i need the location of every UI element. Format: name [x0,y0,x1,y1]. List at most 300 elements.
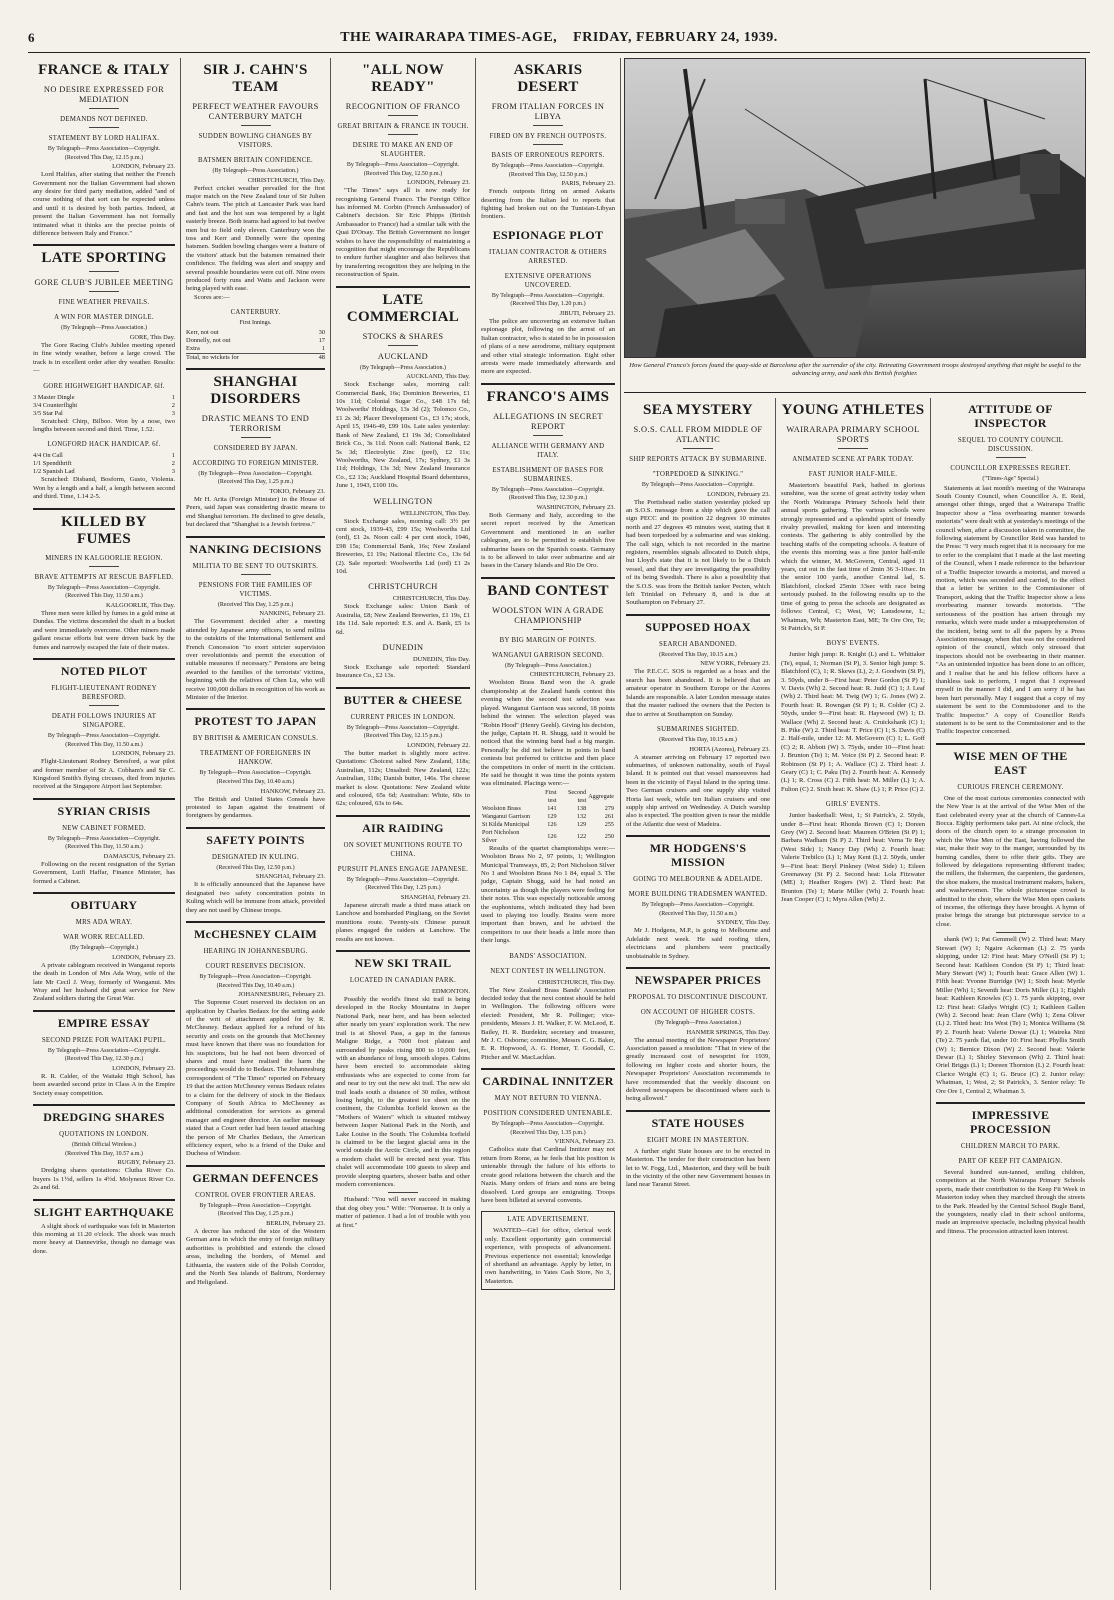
credit-line: By Telegraph—Press Association—Copyright. [346,876,460,883]
race-result: 4/4 On Call 1 [33,452,175,460]
headline: NANKING DECISIONS [189,541,322,556]
article-body: Mr H. Arita (Foreign Minister) in the House of Peers, said Japan was considering drastic means to end Shanghai terrorism. He declined to give details, but declared that "Shanghai is a Jewish fortress." [186,496,325,529]
story-empire-essay [33,1016,175,1098]
subheading: DEMANDS NOT DEFINED. [60,116,148,123]
subheading: CURRENT PRICES IN LONDON. [350,713,456,721]
dateline: AUCKLAND, This Day. [406,373,470,381]
credit-line: By Telegraph—Press Association—Copyright. [491,292,605,299]
headline: SYRIAN CRISIS [57,803,151,818]
subheading: MINERS IN KALGOORLIE REGION. [45,554,163,562]
story-france-italy [33,62,175,238]
dateline: SHANGHAI, February 23. [400,894,470,902]
barcelona-quay-photo-image [625,59,1086,358]
subheading: EXTENSIVE OPERATIONS UNCOVERED. [504,272,592,289]
subheading: DESIRE TO MAKE AN END OF SLAUGHTER. [352,142,454,158]
advert-heading: LATE ADVERTISEMENT. [507,1216,589,1224]
credit-line: By Telegraph—Press Association—Copyright. [491,486,605,493]
article-body: The British and United States Consuls have protested to Japan against the treatment of foreigners by gendarmes. [186,795,325,820]
story-late-commercial [336,292,470,681]
article-body: Possibly the world's finest ski trail is being developed in the Rocky Mountains in Jasper National Park, near here, and has been selected after nearly ten years' exploration work. The new trail is at Shovel Pass, a gap in the famous Maligne Ridge, a 7000 foot plateau and surrounded by peaks rising 800 to 10,000 feet, with an abundance of long, smooth slopes. Cabins have been erected to accommodate skiing enthusiasts who are expected to come from far and near to try out the new ski trail. The new ski trail leads south a distance of 30 miles, without losing height, to the greatest ice sheet on the continent, the Columbia Icefield known as the "Mothers of Waters" which is situated midway between Jasper National Park in the North, and Lake Louise in the South. The Columbia Icefield is claimed to be the largest glacial area in the world outside the Arctic Circle, and in this region a modern chalet will be erected next year. This chalet will accommodate 100 guests to sleep and provide sleeping quarters, shower baths and other modern conveniences. [336,996,470,1188]
subheading: COURT RESERVES DECISION. [205,962,306,970]
subheading: GREAT BRITAIN & FRANCE IN TOUCH. [337,123,469,130]
article-body: A slight shock of earthquake was felt in Masterton this morning at 11.20 o'clock. The shock was much more heavy at Dannevirke, though no damage was done. [33,1222,175,1255]
article-body: The Gore Racing Club's Jubilee meeting opened in fine windy weather, before a large crowd. The track is in excellent order after dry weather. Results:— [33,342,175,375]
headline: GERMAN DEFENCES [192,1170,319,1185]
story-protest-to-japan [186,714,325,820]
column-6 [776,398,930,1590]
headline: PROTEST TO JAPAN [194,714,317,729]
received-line: (Received This Day, 1.25 p.m.) [217,601,294,608]
score-row: Donnelly, not out 17 [186,336,325,344]
subheading: SHIP REPORTS ATTACK BY SUBMARINE. [629,456,767,463]
headline: SAFETY POINTS [206,832,305,847]
article-body: The Portishead radio station yesterday picked up an S.O.S. message from a ship which gave the call sign PECC and its position 22 degrees 10 minutes north and 27 degrees 45 minutes west, stating that it had been torpedoed by a submarine and was sinking. The call sign, which is not recorded in the marine registers, resembles signals allocated to Dutch ships, but Lloyd's state that it is not likely to be a Dutch vessel, and that they are investigating the possibility of its being Swedish. There is also a possibility that the S.O.S. was from the British tanker Pecten, which left Trinidad on February 8, and is due at Southampton on February 27. [626,498,770,607]
subheading: DUNEDIN [382,643,424,652]
story-wise-men [936,749,1085,1096]
dateline: TOKIO, February 23. [269,488,325,496]
story-cardinal-innitzer [481,1074,615,1205]
race-result: 3/5 Star Pal 3 [33,409,175,417]
received-line: (Received This Day, 11.50 a.m.) [65,593,143,600]
dateline: CHRISTCHURCH, This Day. [537,978,615,986]
subheading: PURSUIT PLANES ENGAGE JAPANESE. [337,865,469,873]
received-line: (Received This Day, 10.15 a.m.) [659,736,737,743]
subheading: FAST JUNIOR HALF-MILE. [808,471,898,478]
subheading: ON SOVIET MUNITIONS ROUTE TO CHINA. [343,841,463,858]
subheading: STOCKS & SHARES [362,331,444,341]
subheading: FINE WEATHER PREVAILS. [58,299,150,307]
masthead-rule [28,52,1090,53]
photo-caption: How General Franco's forces found the quay-side at Barcelona after the surrender of the city. Retreating Government troops destroyed anything that might be useful to the advancing army, and sank this British freighter. [629,362,1081,378]
column-3 [331,58,475,1590]
innings-label: First Innings. [239,320,272,327]
article-body: Three men were killed by fumes in a gold mine at Dundas. The victims descended the shaft in a bucket and were immediately overcome. Other miners made gallant rescue efforts but were driven back by the fumes and narrowly escaped the fate of their mates. [33,609,175,651]
story-nanking-decisions [186,542,325,703]
subheading: NEW CABINET FORMED. [62,824,146,832]
subheading: ACCORDING TO FOREIGN MINISTER. [192,459,319,467]
story-sea-mystery [626,402,770,608]
subheading: DESIGNATED IN KULING. [212,853,299,861]
masthead-title [68,30,1050,46]
article-body: "The Times" says all is now ready for recognising General Franco. The Foreign Office has informed M. Corbin (French Ambassador) of Cabinet's decision. Sir Eric Phipps (British Ambassador to France) had a similar talk with the Quai D'Orsay. The British Government no longer wishes to have the responsibility of maintaining a recognition that might encourage the Republicans to endure further slaughter and also believes that by transferring recognition they are helping in the reconstruction of Spain. [336,187,470,279]
subheading: GORE CLUB'S JUBILEE MEETING [34,278,174,288]
subheading: EIGHT MORE IN MASTERTON. [646,1136,750,1144]
received-line: (Received This Day, 12.50 p.m.) [363,170,443,177]
headline: SEA MYSTERY [643,402,753,418]
headline: ESPIONAGE PLOT [492,227,604,242]
subheading: WAIRARAPA PRIMARY SCHOOL SPORTS [786,425,920,444]
subheading: WOOLSTON WIN A GRADE CHAMPIONSHIP [492,605,604,625]
subheading: FROM ITALIAN FORCES IN LIBYA [491,102,605,121]
headline: "ALL NOW READY" [362,62,444,95]
dateline: WASHINGTON, February 23. [536,504,615,512]
dateline: BERLIN, February 23. [266,1220,325,1228]
headline: SUPPOSED HOAX [645,619,751,634]
subheading: A WIN FOR MASTER DINGLE. [54,314,154,322]
race-title: GORE HIGHWEIGHT HANDICAP. 6lf. [43,382,165,390]
story-francos-aims [481,389,615,571]
dateline: KALGOORLIE, This Day. [105,601,175,609]
received-line: (Received This Day, 12.15 p.m.) [64,154,144,161]
received-line: (Received This Day, 10.15 a.m.) [659,651,737,658]
column-1 [28,58,180,1590]
story-shanghai-disorders [186,374,325,530]
credit-line: (British Official Wireless.) [71,1142,137,1149]
dateline: LONDON, February 23. [112,163,175,171]
article-body: The Supreme Court reserved its decision on an application by Charles Bedaux for the setting aside of the writ of attachment applied for by R. McChesney. Bedaux applied for a refund of his security and costs on the grounds that McChesney must have known that there was no foundation for his suspicions, but he had not been divorced of shares and must have realised the harm the proceedings would do to Bedaux. The Johannesburg correspondent of "The Times" reported on February 19 that the action McChesney versus Bedaux relates to a claim for the delivery of stock in the Bedaux Company of South Africa to McChesney as additional consideration for services as general manager and engineer director. An earlier message stated that a Court order had been issued attaching the person of Mr Charles Bedaux, the American efficiency expert, who is a friend of the Duke and Duchess of Windsor. [186,999,325,1158]
subheading: RECOGNITION OF FRANCO [345,102,461,111]
dateline: DAMASCUS, February 23. [103,852,175,860]
article-body: A private cablegram received in Wanganui reports the death in London of Mrs Ada Wray, wife of the late Mr Cecil J. Wray, formerly of Wanganui. Mrs Wray and her husband did great service for New Zealand soldiers during the Great War. [33,961,175,1003]
story-espionage-plot [481,228,615,377]
news-photograph [624,58,1086,358]
dateline: PARIS, February 23. [561,180,615,188]
article-body: Stock Exchange sale reported: Standard Insurance Co., £2 13s. [336,664,470,680]
article-body: Perfect cricket weather prevailed for the first major match on the New Zealand tour of Sir Julien Cahn's team. The pitch at Lancaster Park was hard and fast and the hot sun was tempered by a light easterly breeze. Both teams had agreed to bat twelve men but to field only eleven. Canterbury won the toss and Kerr and Donnelly were the opening batsmen. Sudden bowling changes were a feature of the visitors' attack but the batsmen remained their confidence. The fielding was alert and snappy and several possible boundaries were cut off. Nine overs produced forty runs and Watts and Jackson were being played with ease. [186,184,325,293]
received-line: (Received This Day, 11.50 a.m.) [65,844,143,851]
table-row: Wanganui Garrison 129 132 261 [482,812,614,820]
subheading: NO DESIRE EXPRESSED FOR MEDIATION [43,85,165,104]
table-row: St Kilda Municipal 126 129 255 [482,820,614,828]
credit-line: By Telegraph—Press Association—Copyright. [641,902,755,909]
subheading: MORE BUILDING TRADESMEN WANTED. [628,891,768,899]
headline: NEW SKI TRAIL [354,956,452,971]
section-heading: BOYS' EVENTS. [826,640,880,648]
received-line: (Received This Day, 12.15 p.m.) [363,733,443,740]
headline: IMPRESSIVE PROCESSION [969,1108,1052,1136]
headline: ASKARIS DESERT [513,62,583,95]
subheading: PART OF KEEP FIT CAMPAIGN. [958,1158,1063,1165]
article-body: Following on the recent resignation of the Syrian Government, Lutfi Haffar, Finance Minister, has formed a Cabinet. [33,860,175,885]
credit-line: ("Times-Age" Special.) [982,476,1039,482]
story-cahn-team [186,62,325,362]
subheading: HEARING IN JOHANNESBURG. [203,947,308,955]
article-body: Statements at last month's meeting of the Wairarapa South County Council, when Councillor A. E. Reid, amongst other things, urged that a Wairarapa Traffic Inspector show a "less overbearing manner towards motorists" were dealt with at yesterday's meetings of the council when, after a discussion taken in committee, the following statement by Councillor Reid was handed to the Press: "I very much regret that it is necessary for me to refer to the complaint that I made at the last meeting of the Council, when I made reference to the behaviour of a Traffic Inspector towards a motorist, and moved a motion, which was seconded and carried, to the effect that a letter be written to the Commissioner of Transport, asking that the Traffic Inspector show a less overbearing manner towards motorists. "The seriousness of the position has arisen through my remarks, which were made under a misapprehension of the incident, being sent to all the papers by a Press Association message, when that was not the considered opinion of the council, which only stressed that inspectors should not be overbearing in their manner. "As an unintended injustice has been done to an officer, and I realise that he and his fellow officers have a thankless task to perform, I regret that I expressed myself in the manner I did, and I am sorry if he has been hurt personally. May I suggest that a copy of my statement be sent to the Commissioner and to the Traffic Inspector." A copy of Councillor Reid's statement is to be sent to the Commissioner and to the Traffic Inspector concerned. [936,484,1085,736]
credit-line: By Telegraph—Press Association—Copyright. [346,162,460,168]
received-line: (Received This Day, 10.40 a.m.) [216,982,295,989]
subheading: FLIGHT-LIEUTENANT RODNEY BERESFORD. [51,684,157,701]
subheading: WANGANUI GARRISON SECOND. [492,651,604,659]
subheading: SEQUEL TO COUNTY COUNCIL DISCUSSION. [957,437,1064,453]
article-body: R. R. Calder, of the Waitaki High School, has been awarded second prize in Class A in the Empire Society essay competition. [33,1072,175,1097]
headline: FRANCE & ITALY [38,62,170,78]
newspaper-title: THE WAIRARAPA TIMES-AGE, [340,30,558,45]
story-supposed-hoax [626,620,770,829]
subheading: QUOTATIONS IN LONDON. [59,1131,149,1139]
story-butter-cheese [336,693,470,809]
headline: BUTTER & CHEESE [343,692,463,707]
subheading: SECOND PRIZE FOR WAITAKI PUPIL. [41,1036,167,1044]
subheading: "TORPEDOED & SINKING." [652,471,744,478]
article-body: Catholics state that Cardinal Innitzer may not return from Rome, as he feels that his position is untenable through the failure of his efforts to create good relations between the church and the Nazis. Many orders of friars and nuns are being dissolved. Lord groups are emigrating. Troops have been billeted at several convents. [481,1146,615,1204]
race-result: 3/4 Counterflight 2 [33,401,175,409]
story-safety-points [186,833,325,915]
subheading: POSITION CONSIDERED UNTENABLE. [483,1110,613,1118]
article-body: The annual meeting of the Newspaper Proprietors' Association passed a resolution: "That in view of the greatly increased cost of newsprint for 1939, following on higher costs and shorter hours, the Newspaper Proprietors' Association recommends to have recommended that the weekly discount on delivered newspapers be discontinued where such is being allowed." [626,1036,770,1103]
article-body: The butter market is slightly more active. Quotations: Choicest salted New Zealand, 118s; Australian, 112s; Unsalted: New Zealand, 122s; Australian, 118s; Danish butter, 146s. The cheese market is slow. Quotations: New Zealand white and coloured, 65s 6d; Australian: White, 60s to 62s; coloured, 63s to 64s. [336,750,470,808]
article-body: The police are uncovering an extensive Italian espionage plot, following on the arrest of an Italian contractor, who is stated to be in possession of plans of a new aerodrome, military equipment and other vital strategic information. Eight other arrests were made immediately afterwards and more are expected. [481,318,615,376]
article-body: A steamer arriving on February 17 reported two submarines, of unknown nationality, south of Fayal Island. It is pointed out that vessel manoeuvres had been in the vicinity of Fayal Island in the spring time. Two German cruisers and one supply ship visited Horta last week, while ten Italian cruisers and one supply ship arrived on Wednesday. A Dutch warship also is expected. The position given is near the middle of the Atlantic due west of Madeira. [626,753,770,828]
dateline: GORE, This Day. [129,334,175,342]
credit-line: By Telegraph—Press Association—Copyright. [346,724,460,731]
issue-date: FRIDAY, FEBRUARY 24, 1939. [573,30,778,45]
story-syrian-crisis [33,804,175,886]
headline: AIR RAIDING [362,820,444,835]
results-body: Junior high jump: R. Knight (L) and L. Whittaker (Te), equal, 1; Norman (St P), 3. Senior high jump: S. Blatchford (C), 1; R. Skews (L), 2; J. Goodwin (St P), 3. 50yds, under 8—First heat: Peter Gordon (St P) 1; V. Davis (Wh) 2. Second heat: R. Judd (C) 1; J. Leaf (Wh) 2. Third heat: M. Twig (W) 1; G. Jones (W) 2. Fourth heat: R. Rowngan (St P) 1; R. Colder (C) 2. 50yds, under 9—First heat: R. Haywood (W) 1; D. Wallace (Wh) 2. Second heat: A. Cruickshank (C) 1; B. Pike (W) 2. Third heat: T. Price (C) 1; S. Davis (C) 2. Half-mile, under 12: M. McGovern (C) 1; L. Goff (C) 2; R. Abbott (W) 3. 75yds, under 10—First heat: J. Brunton (Te) 1; M. Voice (St P) 2. Second heat: P. Robinson (St P) 1; A. Wallace (C) 2. Third heat: J. Geary (C) 1; C. Paku (Te) 2. Fourth heat: A. Kennedy (L) 1; R. Cross (C) 2. Fifth heat: M. Miller (L) 1; A. Fulton (C) 2. Sixth heat: K. Shaw (L) 1; P. Price (C) 2. [781,651,925,793]
story-obituary [33,898,175,1004]
story-state-houses [626,1116,770,1190]
dateline: RUGBY, February 23. [117,1159,175,1167]
received-line: (Received This Day, 11.50 a.m.) [659,910,737,917]
score-total: Total, no wickets for 48 [186,353,325,361]
subheading: MILITIA TO BE SENT TO OUTSKIRTS. [192,562,319,570]
story-slight-earthquake [33,1205,175,1257]
headline: KILLED BY FUMES [61,513,147,547]
credit-line: By Telegraph—Press Association—Copyright. [199,1202,312,1209]
subheading: WAR WORK RECALLED. [63,934,145,942]
dateline: EDMONTON. [431,988,470,996]
credit-line: By Telegraph—Press Association—Copyright. [47,146,161,152]
late-advertisement [481,1211,615,1290]
subheading: DRASTIC MEANS TO END TERRORISM [201,413,310,433]
story-german-defences [186,1171,325,1287]
subheading: MAY NOT RETURN TO VIENNA. [494,1095,602,1103]
headline: WISE MEN OF THE EAST [953,748,1068,777]
article-body: Woolston Brass Band won the A grade championship at the Zealand bands contest this evening when the second test selection was played. Wanganui Garrison was second, 18 points behind the winner. The selection played was "Robin Hood" (Henry Geehl). Giving his decision, the judge, Captain H. R. Shugg, said it would be noticed that the winning band had a big margin. Personally he did not believe in points in band contests but preferred to criticise and then place the competitors in order of merit in the criticism. He said he thought it was time the points system was eliminated. Placings were:— [481,679,615,788]
dateline: LONDON, February 22. [407,742,470,749]
filler-joke: Husband: "You will never succeed in making that dog obey you." Wife: "Nonsense. It is only a matter of patience. I had a lot of trouble with you at first." [336,1196,470,1229]
article-body: A decree has reduced the size of the Western German area in which the entry of foreign military authorities is prohibited and extends the closed areas, including the borders, of Memel and Lithuania, the eastern side of the Polish Corridor, and the North Sea islands of Baltrum, Norderney and Heligoland. [186,1228,325,1286]
dateline: LONDON, February 23. [707,490,770,498]
headline: YOUNG ATHLETES [781,402,925,418]
dateline: LONDON, February 23. [112,953,175,961]
section-heading: GIRLS' EVENTS. [825,801,881,809]
dateline: LONDON, February 23. [112,1064,175,1072]
subheading: SUDDEN BOWLING CHANGES BY VISITORS. [198,133,313,149]
headline: SHANGHAI DISORDERS [210,373,301,407]
story-band-contest [481,583,615,1062]
article-body: Dredging shares quotations: Clutha River Co. buyers 1s 1½d, sellers 1s 4½d. Molyneux River Co. 2s and 6d. [33,1167,175,1192]
subheading: ITALIAN CONTRACTOR & OTHERS ARRESTED. [489,248,607,265]
subheading: TREATMENT OF FOREIGNERS IN HANKOW. [200,750,311,767]
results-body: Junior basketball: West, 1; St Patrick's, 2. 50yds, under 8—First heat: Rhonda Brown (C) 1; Doreen Grey (W) 2. Second heat: Maureen O'Brien (St P) 1; Barbara Wadham (St P) 2. Third heat: Verna Te Rey (West Side) 1; Nancy Day (Wh) 2. Fourth heat: Valerie Trebilco (L) 1; May Kent (L) 2. 50yds, under 9—First heat: Beryl Pinkney (West Side) 1; Eileen Greenaway (St P) 2. Second heat: Lola Fitzwater (ME) 1; Heather Rogers (W) 2. Third heat: Pat Brunton (Te) 1; Marie Miller (Wh) 2. Fourth heat: Jean Cooper (C) 1; Myra Allen (Wh) 2. [781,812,925,904]
page-number: 6 [28,30,35,45]
headline: CARDINAL INNITZER [482,1074,614,1089]
dateline: CHRISTCHURCH, This Day. [247,176,325,184]
dateline: SYDNEY, This Day. [717,919,770,927]
story-hodgens-mission [626,841,770,961]
article-body: Japanese aircraft made a third mass attack on Lanchow and bombarded Pingliang, on the Soviet munitions route. Twenty-six Chinese pursuit planes engaged the raiders at Lanchow. The results are not known. [336,902,470,943]
headline: STATE HOUSES [651,1115,745,1130]
headline: NOTED PILOT [60,663,148,678]
subheading: BY BRITISH & AMERICAN CONSULS. [192,735,319,743]
subheading: WELLINGTON [373,496,433,506]
story-askaris-desert [481,62,615,222]
table-row: Woolston Brass 141 138 279 [482,804,614,812]
subheading: BATSMEN BRITAIN CONFIDENCE. [198,157,313,164]
received-line: (Received This Day, 11.50 a.m.) [65,741,143,748]
subheading: SEARCH ABANDONED. [659,640,737,648]
credit-line: By Telegraph—Press Association—Copyright. [199,770,312,777]
article-body: It is officially announced that the Japanese have designated two safety concentration points in Kuling which will be immune from attack, provided they are not used by Chinese troops. [186,881,325,914]
dateline: LONDON, February 23. [112,750,175,758]
credit-line: By Telegraph—Press Association—Copyright. [47,835,161,842]
article-body: Results of the quartet championships were:—Woolston Brass No 2, 97 points, 1; Wellington Municipal Tramways, 85, 2; Port Nicholson Silver No 1 and Woolston Brass No 1 84, equal 3. The judge, Captain Shugg, said he had noted an uncertainty as though the players were feeling for their notes. This was especially noticeable among the euphoniums, which indicated they had been used to playing too loudly. Brains were more important than brawn, and he advised the competitors to use their heads a little more than their lungs. [481,844,615,945]
subheading: BY BIG MARGIN OF POINTS. [499,636,597,644]
story-all-now-ready [336,62,470,280]
dateline: HANKOW, February 23. [260,787,325,795]
subheading: PROPOSAL TO DISCONTINUE DISCOUNT. [628,993,768,1001]
column-7 [931,398,1090,1590]
credit-line: (By Telegraph—Press Association.) [212,168,299,174]
team-name: CANTERBURY. [230,309,281,317]
credit-line: By Telegraph—Press Association—Copyright. [47,732,161,739]
table-header-row: First test Second test Aggregate [545,788,614,804]
subheading: CHILDREN MARCH TO PARK. [960,1143,1061,1150]
story-late-sporting [33,250,175,501]
dateline: VIENNA, February 23. [554,1138,615,1146]
received-line: (Received This Day, 12.30 p.m.) [64,1056,144,1063]
subheading: SUBMARINES SIGHTED. [657,725,739,733]
headline: DREDGING SHARES [43,1110,165,1125]
race-result: 1/1 Spendthrift 2 [33,460,175,468]
dateline: WELLINGTON, This Day. [400,509,470,517]
subheading: CONTROL OVER FRONTIER AREAS. [195,1191,316,1199]
received-line: (Received This Day, 12.50 p.m.) [216,864,295,871]
subheading: ALLEGATIONS IN SECRET REPORT [493,411,603,431]
dateline: HORTA (Azores), February 23. [689,745,770,753]
dateline: HANMER SPRINGS, This Day. [686,1028,770,1036]
advert-body: WANTED—Girl for office, clerical work only. Excellent opportunity gain commercial experience, with prospects of advancement. Previous experience not essential; knowledge of shorthand an advantage. Apply by letter, in own handwriting, to Yates Cash Store, No 3, Masterton. [485,1227,611,1285]
headline: EMPIRE ESSAY [57,1015,151,1030]
article-body: A further eight State houses are to be erected in Masterton. The tender for their construction has been let to W. Fogg, Ltd., Masterton, and they will be built in the vicinity of the other new Government houses in land near Taranui Street. [626,1147,770,1189]
results-continued: shank (W) 1; Pat Gemmell (W) 2. Third heat: Mary Stewart (W) 1; Ngaire Ackerman (L) 2. 75 yards skipping, under 12: First heat: Mary O'Neill (St P) 1; Second heat: Kathleen Condon (St P) 1; Third heat: Mary Stewart (W) 1; Fourth heat: Grace Allen (W) 1. Fifth heat: Yvonne Burridge (W) 1; Sixth heat: Myrtle Miller (Wh) 1; Seventh heat: Doris Miller (L) 1; Eighth heat: Kathleen Knowles (C) 1. 75 yards skipping, over 12: First heat: Gladys Wright (C) 1; Kathleen Gallen (Wh) 2. Second heat: Jean Clare (Wh) 1; Zena Oliver (L) 2. Third heat: Iris West (Te) 1; Monica Williams (St P) 2. Fourth heat: Valerie Dowar (L) 1; Waireka Nini (Te) 2. 75 yards flat, under 10: First heat: Phyllis Smith (W) 1; Bernice Dixon (W) 2. Second heat: Valerie Dewar (L) 1; Shirley Stevenson (Wh) 2. Third heat: Oriel Briggs (L) 1; Doreen Thornton (L) 2. Fourth heat: Clarice Wright (C) 1; G. Bruce (C) 2. Junior relay: Whatman, 1; West, 2; St Patrick's, 3. Senior relay: Te Ore Ore 1, Central 2, Whatman 3. [936,936,1085,1095]
story-killed-by-fumes [33,514,175,652]
column-5 [621,398,775,1590]
subheading: PENSIONS FOR THE FAMILIES OF VICTIMS. [198,581,313,598]
subheading: BANDS' ASSOCIATION. [509,952,587,960]
subheading: DEATH FOLLOWS INJURIES AT SINGAPORE. [51,712,157,729]
subheading: LOCATED IN CANADIAN PARK. [349,977,457,985]
headline: FRANCO'S AIMS [486,388,610,405]
subheading: STATEMENT BY LORD HALIFAX. [48,135,160,142]
table-row: Port Nicholson Silver 126 122 250 [482,828,614,844]
race-result: 3 Master Dingle 1 [33,393,175,401]
dateline: JIBUTI, February 23. [559,310,615,317]
article-body: Several hundred sun-tanned, smiling children, competitors at the North Wairarapa Primary Schools sports, made their contribution to the Keep Fit Week in Masterton today when they marched through the streets to the Park. Headed by the Central School Bugle Band, the youngsters, neatly clad in their school uniforms, made an impressive spectacle, including physical health and fitness. The procession attracted keen interest. [936,1169,1085,1235]
headline: MR HODGENS'S MISSION [649,841,747,870]
received-line: (Received This Day, 1.25 p.m.) [365,885,441,892]
photo-rule [624,392,1086,393]
subheading: CHRISTCHURCH [368,582,438,592]
story-newspaper-prices [626,973,770,1104]
dateline: SHANGHAI, February 23. [255,873,325,881]
received-line: (Received This Day, 10.57 a.m.) [65,1150,143,1157]
story-new-ski-trail [336,956,470,1230]
received-line: (Received This Day, 1.25 p.m.) [217,479,294,486]
article-body: The Government decided after a meeting attended by Japanese army officers, to send militia to the outskirts of the International Settlement and French Concession "to exert stricter supervision over revolutionists and permit the execution of suitable measures if necessary." Pensions are being awarded to the families of the terrorists' victims, beginning with the relatives of Chen Lu, who will receive 100,000 dollars in recognition of his work as Minister of the Interior. [186,618,325,701]
credit-line: (By Telegraph—Press Association.) [360,364,446,371]
credit-line: (By Telegraph—Press Association.) [655,1019,741,1026]
headline: BAND CONTEST [487,582,609,599]
dateline: DUNEDIN, This Day. [413,656,470,663]
article-body: Flight-Lieutenant Rodney Beresford, a war pilot and former member of Sir A. Cobham's and Sir C. Kingsford Smith's flying circuses, died from injuries received at the Singapore Airport last September. [33,758,175,791]
story-mcchesney-claim [186,927,325,1159]
credit-line: By Telegraph—Press Association—Copyright. [491,163,605,169]
received-line: (Received This Day, 1.20 p.m.) [510,301,586,308]
headline: SIR J. CAHN'S TEAM [203,62,308,95]
race-result: 1/2 Spanish Lad 3 [33,468,175,476]
subheading: AUCKLAND [377,351,429,361]
subheading: ON ACCOUNT OF HIGHER COSTS. [640,1008,756,1016]
story-impressive-procession [936,1108,1085,1236]
received-line: (Received This Day, 10.40 a.m.) [216,778,295,785]
dateline: CHRISTCHURCH, This Day. [392,595,470,603]
column-2 [181,58,330,1590]
headline: ATTITUDE OF INSPECTOR [968,402,1053,430]
article-body: One of the most curious ceremonies connected with the New Year is at the arrival of the Wise Men of the East celebrated every year at the church of Cannes-La Bocca. Eighty performers take part. At nine o'clock, the doors of the church open to a strange procession in which the Wise Men of the East, having followed the star, make their way to the manger, surrounded by its burning candles, there to offer their gifts. They are followed by delegations representing different trades; the millers, the fishermen, the carpenters, the gardeners, the shoe makers, the musical instrument makers, bakers, and washerwomen. The whole picturesque crowd is admitted to the choir, where the Wise Men open caskets of incense, the offerings they have brought. A hymn of praise brings the strange but picturesque service to a close. [936,794,1085,928]
story-noted-pilot [33,664,175,792]
subheading: COUNCILLOR EXPRESSES REGRET. [950,465,1071,472]
dateline: CHRISTCHURCH, February 23. [529,671,615,679]
credit-line: By Telegraph—Press Association—Copyright. [47,1047,161,1054]
score-row: Kerr, not out 30 [186,328,325,336]
masthead [28,26,1090,50]
subheading: FIRED ON BY FRENCH OUTPOSTS. [489,133,607,140]
subheading: PERFECT WEATHER FAVOURS CANTERBURY MATCH [192,102,319,121]
headline: SLIGHT EARTHQUAKE [33,1204,175,1219]
article-body: Lord Halifax, after stating that neither the French Government nor the Italian Government had shown any desire for third party mediation, added "and of course nothing of that sort can be expected unless and until it is desired by both parties. Indeed, at present the Italian Government has not formally intimated what it thinks are the precise points of difference between Italy and France." [33,171,175,238]
subheading: ALLIANCE WITH GERMANY AND ITALY. [491,442,605,459]
credit-line: (By Telegraph—Press Association.) [61,325,147,332]
credit-line: By Telegraph—Press Association—Copyright. [641,482,755,488]
article-body: Stock Exchange sales, morning call: Commercial Bank, 16s; Dominion Breweries, £1 10s 11d; Colonial Sugar Co., £48 17s 6d; Woolworths' Holdings, 13s 3d (2); Tolomco Co., £1 2s 3d; Placer Development Co., £3 17s; stock, April 15, 1946-49, £99 10s. Late sales yesterday: Bank of New Zealand, £1 19s 3d; Consolidated Brick Co., 3s 11d. Noon call: National Bank, £2 5s 3d; Electrolytic Zinc (pref), £2 11s; Woolworths, New Zealand, 17s; Sydney, £1 3s 11d; Holdings, 13s 3d; New Zealand Insurance Co., £2 13s; Auckland Hospital Board debentures, June 1, 1943, £100 10s. [336,381,470,490]
subheading: GOING TO MELBOURNE & ADELAIDE. [633,876,763,884]
article-body: Masterton's beautiful Park, bathed in glorious sunshine, was the scene of great activity today when the North Wairarapa Primary Schools held their annual sports gathering. The various schools were strongly represented and a splendid spirit of friendly rivalry prevailed, making for keen and interesting contests. The gathering is ably controlled by the teaching staffs of the competing schools. A feature of the events this morning was a fine junior half-mile which the winner, M. McGovern, Central, aged 11 years, cut out in the fast time of 2min 36 3-10sec. In the senior 100 yards, another Central lad, S. Blatchford, clocked 25min 33sec with race being seriously pushed. In the following results up to the time of going to press the schools are designated as follows: Central, C; West, W; Lansdowne, L; Whatman, Wh; Masterton East, ME; Te Ore Ore, Te; St Patrick's, St P. [781,482,925,632]
race-note: Scratched: Disband, Bosform, Gusto, Violenta. Won by a length and a half, a length between second and third. Time, 1.14 2-5. [33,476,175,501]
received-line: (Received This Day, 1.25 p.m.) [217,1211,294,1218]
subheading: CONSIDERED BY JAPAN. [213,444,298,452]
subheading: S.O.S. CALL FROM MIDDLE OF ATLANTIC [633,425,763,444]
dateline: NEW YORK, February 23. [700,660,770,668]
race-title: LONGFORD HACK HANDICAP. 6f. [47,441,161,449]
story-attitude-of-inspector [936,402,1085,737]
story-young-athletes [781,402,925,905]
headline: NEWSPAPER PRICES [634,972,762,987]
credit-line: (By Telegraph—Copyright.) [69,945,139,952]
band-placings-table [481,789,615,845]
dateline: LONDON, February 23. [407,179,470,187]
article-body: Mr J. Hodgens, M.P., is going to Melbourne and Adelaide next week. He said roofing tilers, electricians and plumbers were practically unobtainable in Sydney. [626,927,770,960]
dateline: JOHANNESBURG, February 23. [238,991,325,999]
subheading: BASIS OF ERRONEOUS REPORTS. [491,152,605,159]
received-line: (Received This Day, 12.50 p.m.) [508,171,588,178]
race-note: Scratched: Chirp, Bilboo. Won by a nose, two lengths between second and third. Time, 1.52. [33,417,175,434]
received-line: (Received This Day, 12.30 p.m.) [508,495,588,502]
headline: OBITUARY [70,898,138,913]
credit-line: By Telegraph—Press Association—Copyright. [47,584,161,591]
article-body: Stock Exchange sales, morning call: 3½ per cent stock, 1939-43, £99 15s; Woolworths Ltd (ord), £1 2s. Noon call: 4 per cent stock, 1946, £98 15s; Commercial Bank, 16s; New Zealand Breweries, £1 19s; National Electric Co., 13s 6d (2). Sale reported: Woolworths Ltd (ord) £1 2s 10d. [336,517,470,575]
article-body: Stock Exchange sales: Union Bank of Australia, £8; New Zealand Breweries, £1 19s, £1 18s 11d. Sale reported: E.S. and A. Bank, £5 1s 6d. [336,603,470,636]
headline: McCHESNEY CLAIM [193,926,318,941]
credit-line: (By Telegraph—Press Association.) [505,662,591,669]
subheading: NEXT CONTEST IN WELLINGTON. [490,967,606,975]
subheading: CURIOUS FRENCH CEREMONY. [957,783,1064,791]
story-dredging-shares [33,1110,175,1192]
headline: LATE SPORTING [41,250,167,267]
subheading: MRS ADA WRAY. [75,919,133,927]
column-4 [476,58,620,1590]
